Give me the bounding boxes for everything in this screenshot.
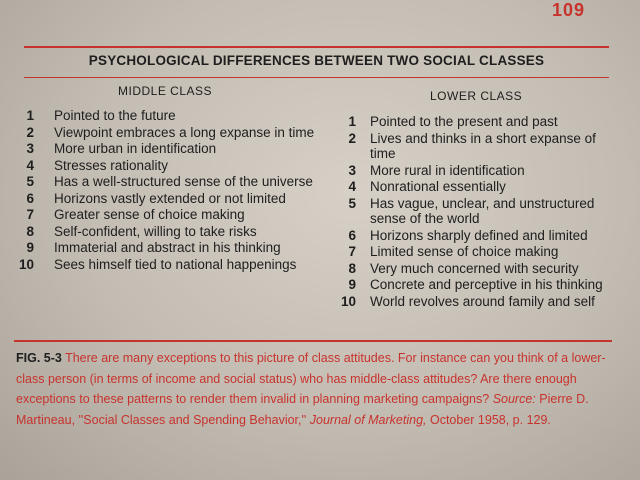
middle-class-column [18, 108, 318, 272]
source-label: Source: [492, 392, 536, 406]
lower-class-column [340, 114, 625, 309]
item-number: 5 [26, 174, 34, 189]
item-text: Has vague, unclear, and unstructured sense of the world [370, 195, 595, 226]
table-row [340, 179, 625, 195]
item-number: 5 [348, 195, 356, 211]
table-row [18, 240, 318, 256]
table-row [18, 141, 318, 157]
item-text: Has a well-structured sense of the universe [54, 174, 313, 189]
table-row [340, 163, 625, 179]
figure-caption [16, 348, 616, 430]
table-row [340, 131, 625, 162]
table-row [340, 277, 625, 293]
item-number: 9 [26, 240, 34, 255]
item-text: Pointed to the future [54, 108, 176, 123]
page-number: 109 [552, 0, 586, 20]
source-date: October 1958, p. 129. [429, 412, 551, 427]
item-text: World revolves around family and self [370, 293, 595, 309]
item-number: 1 [348, 114, 356, 129]
item-text: Lives and thinks in a short expanse of time [370, 130, 596, 161]
item-number: 6 [348, 227, 356, 243]
item-number: 2 [348, 130, 356, 146]
item-text: More urban in identification [54, 141, 217, 156]
table-row [340, 244, 625, 260]
caption-text: There are many exceptions to this picture of class attitudes. For instance can you think of a lower-class person (in terms of income and social status) who has middle-class attitudes? Are there enough exceptions to these patterns to render them invalid in planning marketing campaigns? [16, 351, 606, 406]
item-text: Concrete and perceptive in his thinking [370, 277, 603, 292]
source-author: Pierre D. Martineau, ''Social Classes and Spending Behavior,'' [16, 392, 589, 427]
item-text: Horizons vastly extended or not limited [54, 190, 286, 206]
bottom-rule [14, 340, 612, 342]
item-text: Immaterial and abstract in his thinking [54, 240, 281, 255]
item-text: Horizons sharply defined and limited [370, 227, 588, 243]
item-text: More rural in identification [370, 162, 525, 178]
item-number: 8 [26, 223, 34, 239]
item-number: 7 [348, 244, 356, 259]
header-rule [24, 77, 609, 78]
table-row [340, 261, 625, 277]
item-number: 3 [26, 141, 34, 156]
item-text: Self-confident, willing to take risks [54, 223, 257, 239]
item-number: 6 [26, 190, 34, 206]
table-row [340, 114, 625, 130]
table-row [340, 294, 625, 310]
table-row [340, 196, 625, 227]
item-number: 4 [348, 179, 356, 194]
item-text: Pointed to the present and past [370, 114, 558, 129]
item-text: Greater sense of choice making [54, 207, 245, 222]
item-number: 10 [340, 293, 356, 309]
table-row [18, 224, 318, 240]
source-journal: Journal of Marketing, [309, 412, 427, 427]
table-title: PSYCHOLOGICAL DIFFERENCES BETWEEN TWO SOCIAL CLASSES [88, 53, 545, 68]
table-row [340, 228, 625, 244]
table-row [18, 207, 318, 223]
item-number: 4 [26, 157, 34, 173]
table-row [18, 125, 318, 141]
item-text: Limited sense of choice making [370, 244, 559, 259]
top-rule [24, 46, 609, 48]
item-text: Stresses rationality [54, 157, 169, 173]
middle-class-header: MIDDLE CLASS [118, 84, 213, 98]
table-row [18, 174, 318, 190]
item-text: Nonrational essentially [370, 179, 506, 194]
table-row [18, 108, 318, 124]
item-text: Very much concerned with security [370, 260, 579, 276]
item-number: 1 [26, 108, 34, 123]
item-number: 10 [18, 256, 34, 272]
item-text: Sees himself tied to national happenings [54, 256, 297, 272]
item-number: 2 [26, 124, 34, 140]
item-number: 7 [26, 207, 34, 222]
lower-class-header: LOWER CLASS [430, 89, 523, 103]
item-text: Viewpoint embraces a long expanse in time [54, 124, 315, 140]
table-row [18, 191, 318, 207]
table-row [18, 158, 318, 174]
table-row [18, 257, 318, 273]
item-number: 9 [348, 277, 356, 292]
figure-label: FIG. 5-3 [16, 351, 62, 365]
item-number: 8 [348, 260, 356, 276]
item-number: 3 [348, 162, 356, 178]
